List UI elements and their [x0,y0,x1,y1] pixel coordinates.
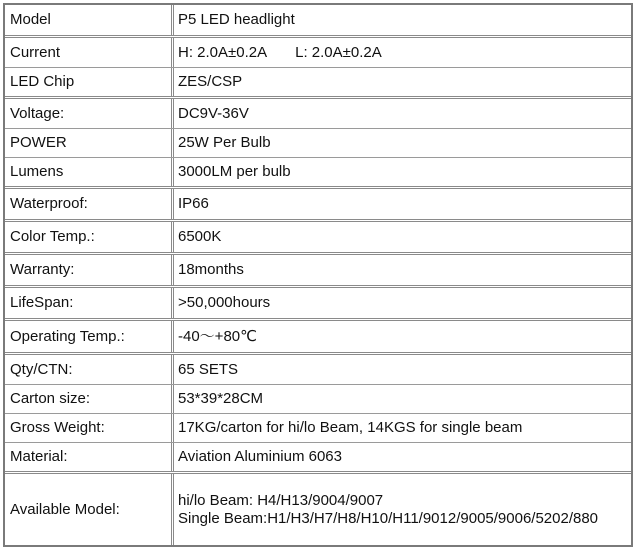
row-label: Current [5,38,174,67]
row-value: ZES/CSP [178,73,243,90]
row-value: >50,000hours [178,294,271,311]
current-high-value: H: 2.0A±0.2A [178,43,268,61]
table-row-led-chip [5,68,631,99]
table-row-voltage [5,99,631,129]
table-row-current [5,38,631,68]
row-label: Qty/CTN: [5,355,174,384]
row-label: LED Chip [5,68,174,96]
table-row-available-model [5,474,631,545]
row-value: 18months [178,261,244,278]
hi-lo-beam-models: hi/lo Beam: H4/H13/9004/9007 [178,491,384,509]
table-row-power [5,129,631,158]
row-label: Gross Weight: [5,414,174,442]
row-value: 17KG/carton for hi/lo Beam, 14KGS for single beam [178,419,523,436]
row-value: DC9V-36V [178,104,249,122]
row-label: Operating Temp.: [5,321,174,352]
table-row-operating-temp [5,321,631,355]
row-label: Carton size: [5,385,174,413]
table-row-gross-weight [5,414,631,443]
row-value [174,474,631,545]
row-label: Material: [5,443,174,471]
table-row-material [5,443,631,474]
row-value: P5 LED headlight [178,11,295,28]
row-value [174,38,631,67]
single-beam-models: Single Beam:H1/H3/H7/H8/H10/H11/9012/9005/9006/5202/880 [178,509,599,527]
row-label: LifeSpan: [5,288,174,318]
row-value: 6500K [178,228,222,245]
row-label: Warranty: [5,255,174,285]
table-row-color-temp [5,222,631,255]
table-row-waterproof [5,189,631,222]
row-label: Available Model: [5,474,174,545]
row-value: 3000LM per bulb [178,163,291,180]
row-value: 53*39*28CM [178,390,264,407]
row-label: POWER [5,129,174,157]
row-label: Voltage: [5,99,174,128]
current-low-value: L: 2.0A±0.2A [295,43,382,61]
table-row-carton-size [5,385,631,414]
spec-table [3,3,633,547]
table-row-model [5,5,631,38]
table-row-warranty [5,255,631,288]
row-value: -40～+80℃ [178,327,257,345]
row-value: 25W Per Bulb [178,134,271,151]
row-value: 65 SETS [178,360,239,378]
row-label: Waterproof: [5,189,174,219]
row-label: Model [5,5,174,35]
row-value: Aviation Aluminium 6063 [178,448,342,465]
table-row-lumens [5,158,631,189]
row-label: Color Temp.: [5,222,174,252]
table-row-qty-ctn [5,355,631,385]
table-row-lifespan [5,288,631,321]
row-value: IP66 [178,195,209,212]
row-label: Lumens [5,158,174,186]
